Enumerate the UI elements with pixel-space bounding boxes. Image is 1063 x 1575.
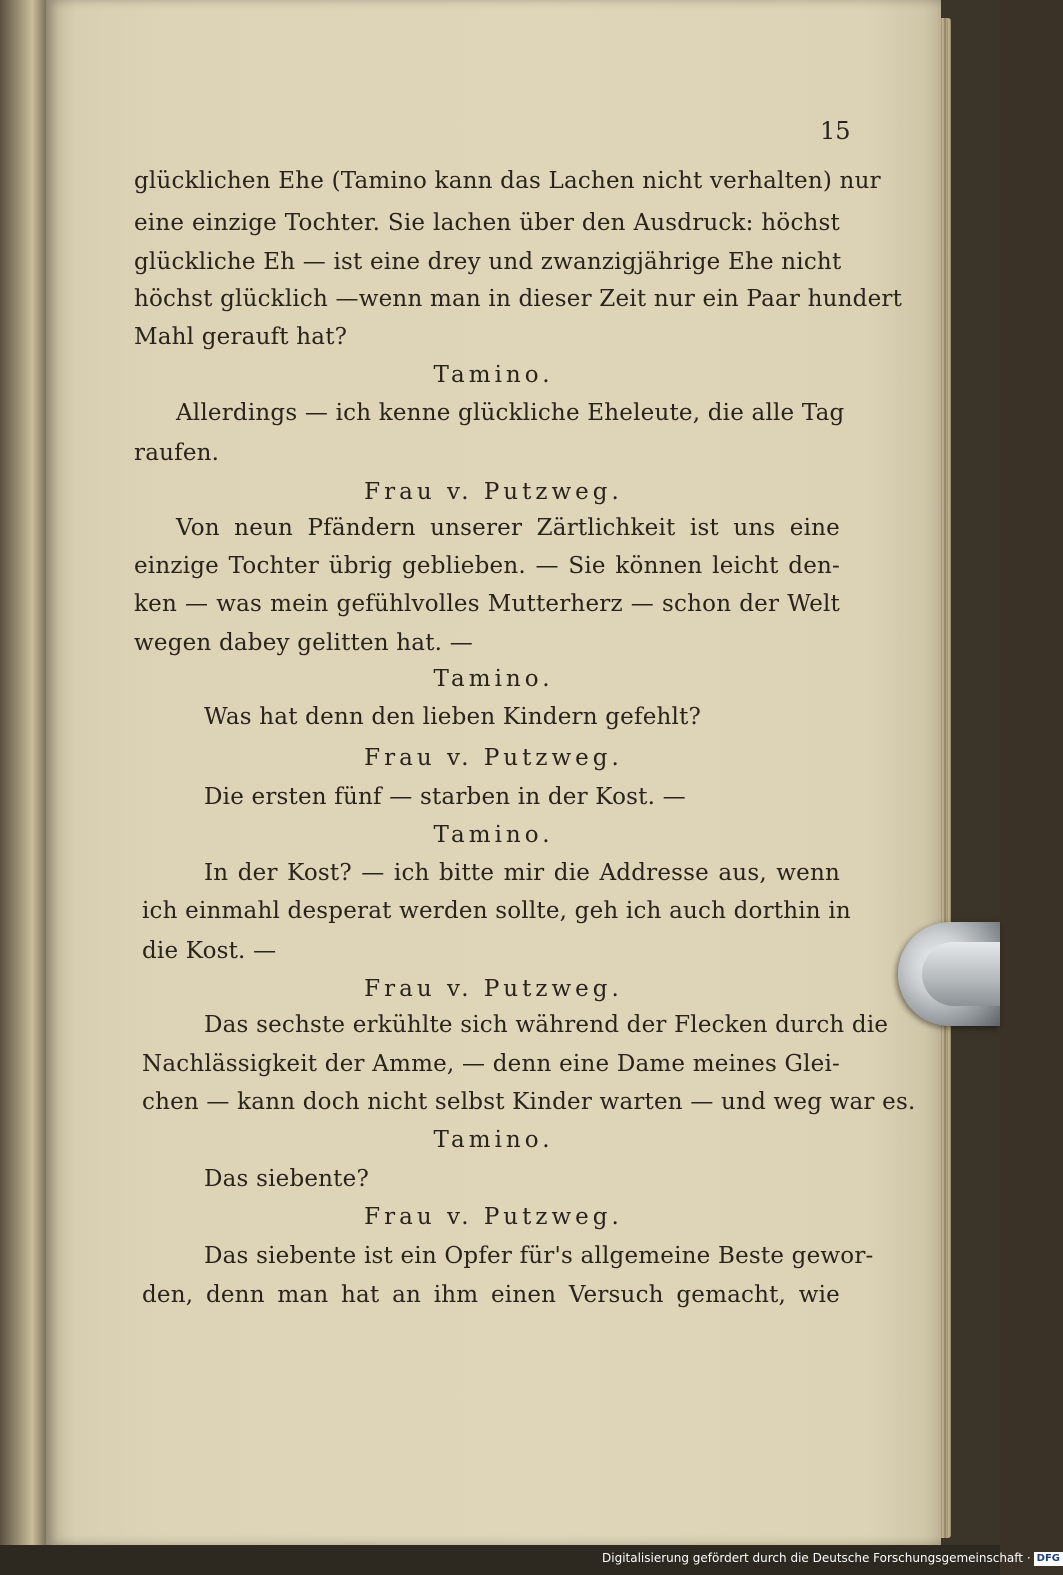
footer-text: Digitalisierung gefördert durch die Deutsche Forschungsgemeinschaft · <box>602 1551 1031 1565</box>
text-line: Die ersten fünf — starben in der Kost. — <box>204 784 686 810</box>
text-line: ich einmahl desperat werden sollte, geh ich auch dorthin in <box>142 898 851 924</box>
speaker-name: Frau v. Putzweg. <box>364 745 623 771</box>
metal-page-clip <box>898 922 1000 1026</box>
text-line: Das sechste erkühlte sich während der Flecken durch die <box>204 1012 889 1038</box>
text-line: Was hat denn den lieben Kindern gefehlt? <box>204 704 702 730</box>
speaker-name: Frau v. Putzweg. <box>364 479 623 505</box>
text-line: In der Kost? — ich bitte mir die Addresse aus, wenn <box>204 860 840 886</box>
speaker-name: Frau v. Putzweg. <box>364 976 623 1002</box>
text-line: eine einzige Tochter. Sie lachen über den Ausdruck: höchst <box>134 210 840 236</box>
text-line: glückliche Eh — ist eine drey und zwanzigjährige Ehe nicht <box>134 249 842 275</box>
text-line: den, denn man hat an ihm einen Versuch gemacht, wie <box>142 1282 840 1308</box>
speaker-name: Frau v. Putzweg. <box>364 1204 623 1230</box>
book-page <box>46 0 941 1545</box>
speaker-name: Tamino. <box>433 1127 554 1153</box>
text-line: Mahl gerauft hat? <box>134 324 348 350</box>
dfg-logo: DFG <box>1034 1552 1063 1566</box>
left-page-edge <box>0 0 46 1575</box>
speaker-name: Tamino. <box>433 666 554 692</box>
text-line: höchst glücklich —wenn man in dieser Zeit nur ein Paar hundert <box>134 286 903 312</box>
speaker-name: Tamino. <box>433 362 554 388</box>
speaker-name: Tamino. <box>433 822 554 848</box>
text-line: chen — kann doch nicht selbst Kinder warten — und weg war es. <box>142 1089 916 1115</box>
text-line: Das siebente ist ein Opfer für's allgemeine Beste gewor- <box>204 1243 874 1269</box>
page-number: 15 <box>820 117 851 145</box>
text-line: die Kost. — <box>142 938 277 964</box>
text-line: Allerdings — ich kenne glückliche Eheleute, die alle Tag <box>176 400 845 426</box>
metal-page-clip-inner <box>922 942 1000 1006</box>
text-line: raufen. <box>134 440 220 466</box>
text-line: Nachlässigkeit der Amme, — denn eine Dame meines Glei- <box>142 1051 840 1077</box>
text-line: Von neun Pfändern unserer Zärtlichkeit ist uns eine <box>176 515 840 541</box>
text-line: einzige Tochter übrig geblieben. — Sie können leicht den- <box>134 553 840 579</box>
text-line: glücklichen Ehe (Tamino kann das Lachen nicht verhalten) nur <box>134 168 881 194</box>
text-line: wegen dabey gelitten hat. — <box>134 630 473 656</box>
text-line: Das siebente? <box>204 1166 369 1192</box>
text-line: ken — was mein gefühlvolles Mutterherz — schon der Welt <box>134 591 840 617</box>
digitization-footer <box>602 1551 1063 1566</box>
